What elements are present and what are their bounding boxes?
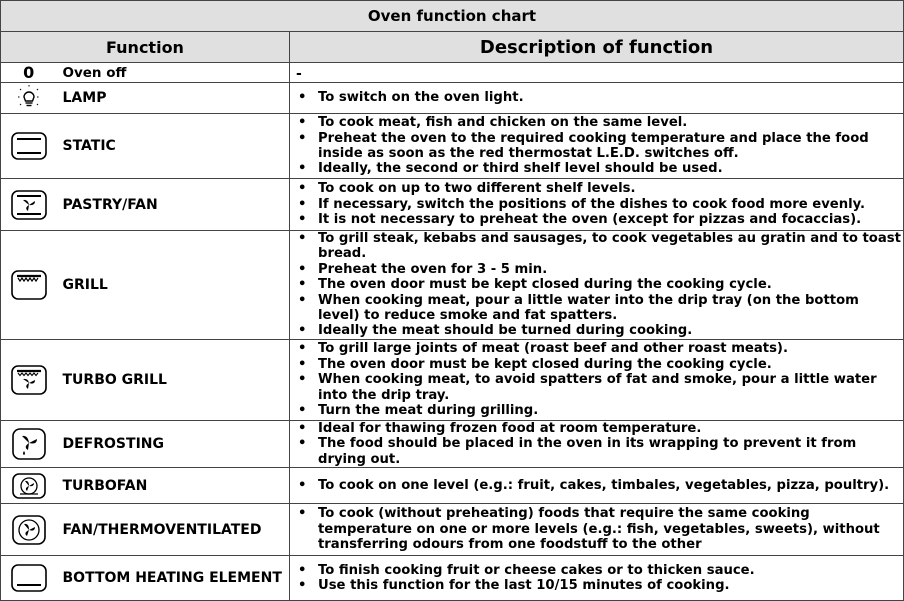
bottom-heat-icon [1,556,57,601]
table-row [1,420,904,467]
fan-thermoventilated-icon [1,504,57,556]
list-item: • To cook meat, fish and chicken on the same level. [294,115,903,130]
function-name: DEFROSTING [57,420,290,467]
table-row [1,114,904,179]
list-item: • Ideally the meat should be turned during cooking. [294,323,903,338]
list-item: • When cooking meat, pour a little water into the drip tray (on the bottom level) to reduce smoke and fat spatters. [294,293,903,324]
table-row [1,231,904,340]
list-item: • It is not necessary to preheat the oven (except for pizzas and focaccias). [294,212,903,227]
table-row [1,468,904,504]
description-text: - [296,66,302,82]
list-item: • Turn the meat during grilling. [294,403,903,418]
function-name: LAMP [57,83,290,114]
function-name: TURBOFAN [57,468,290,504]
oven-off-symbol: 0 [1,63,57,83]
list-item: • To grill large joints of meat (roast beef and other roast meats). [294,341,903,356]
table-row [1,556,904,601]
function-name: PASTRY/FAN [57,179,290,231]
function-name: GRILL [57,231,290,340]
table-row [1,339,904,420]
list-item: • To cook on one level (e.g.: fruit, cakes, timbales, vegetables, pizza, poultry). [294,478,903,493]
description-header: Description of function [290,32,904,63]
list-item: • Ideally, the second or third shelf level should be used. [294,161,903,176]
table-row [1,83,904,114]
grill-icon [1,231,57,340]
list-item: • Ideal for thawing frozen food at room temperature. [294,421,903,436]
table-row [1,179,904,231]
function-name: BOTTOM HEATING ELEMENT [57,556,290,601]
function-name: TURBO GRILL [57,339,290,420]
function-name: FAN/THERMOVENTILATED [57,504,290,556]
list-item: • If necessary, switch the positions of the dishes to cook food more evenly. [294,197,903,212]
chart-title: Oven function chart [1,1,904,32]
lamp-icon [1,83,57,114]
list-item: • The oven door must be kept closed during the cooking cycle. [294,357,903,372]
list-item: • To grill steak, kebabs and sausages, to cook vegetables au gratin and to toast bread. [294,231,903,262]
list-item: • To finish cooking fruit or cheese cakes or to thicken sauce. [294,563,903,578]
function-name: STATIC [57,114,290,179]
defrost-icon [1,420,57,467]
list-item: • When cooking meat, to avoid spatters of fat and smoke, pour a little water into the drip tray. [294,372,903,403]
static-heat-icon [1,114,57,179]
list-item: • The food should be placed in the oven in its wrapping to prevent it from drying out. [294,436,903,467]
function-name: Oven off [57,63,290,83]
list-item: • Preheat the oven to the required cooking temperature and place the food inside as soon as the red thermostat L.E.D. switches off. [294,131,903,162]
list-item: • To switch on the oven light. [294,90,903,105]
list-item: • To cook on up to two different shelf levels. [294,181,903,196]
list-item: • To cook (without preheating) foods that require the same cooking temperature on one or more levels (e.g.: fish, vegetables, sweets), without transferring odours from one foodstuff to the other [294,506,903,552]
list-item: • Use this function for the last 10/15 minutes of cooking. [294,578,903,593]
list-item: • Preheat the oven for 3 - 5 min. [294,262,903,277]
turbo-grill-icon [1,339,57,420]
table-row [1,63,904,83]
table-row [1,504,904,556]
function-header: Function [1,32,290,63]
list-item: • The oven door must be kept closed during the cooking cycle. [294,277,903,292]
turbofan-icon [1,468,57,504]
pastry-fan-icon [1,179,57,231]
